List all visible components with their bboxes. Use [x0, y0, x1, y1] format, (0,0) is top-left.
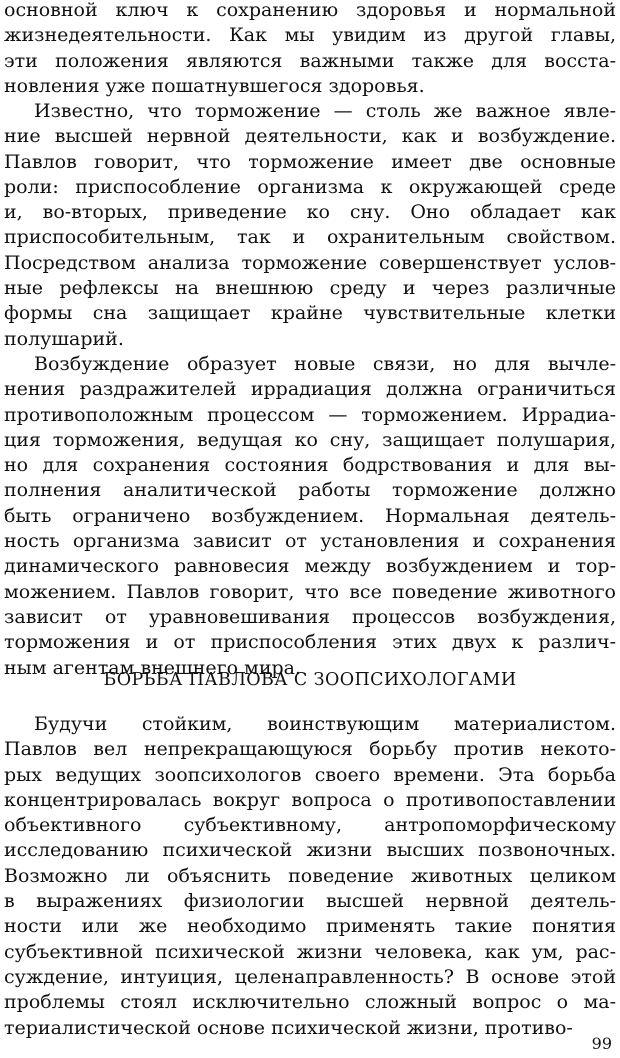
section-heading: БОРЬБА ПАВЛОВА С ЗООПСИХОЛОГАМИ — [103, 670, 517, 690]
text-line: зависит от уравновешивания процессов возбуждения, — [4, 605, 616, 628]
text-line: но для сохранения состояния бодрствования и для вы- — [4, 454, 616, 477]
text-line: формы сна защищает крайне чувствительные клетки — [4, 302, 616, 325]
text-line: концентрировалась вокруг вопроса о противопоставлении — [4, 788, 616, 811]
text-line: ным агентам внешнего мира. — [4, 656, 302, 679]
text-line: ные рефлексы на внешнюю среду и через различные — [4, 277, 616, 300]
text-line: Возможно ли объяснить поведение животных целиком — [4, 864, 616, 887]
text-line: субъективной психической жизни человека, как ум, рас- — [4, 940, 616, 963]
text-line: Известно, что торможение — столь же важное явле- — [34, 100, 616, 122]
text-line: териалистической основе психической жизни, противо- — [4, 1016, 573, 1039]
text-line: проблемы стоял исключительно сложный вопрос о ма- — [4, 991, 616, 1014]
text-line: рых ведущих зоопсихологов своего времени. Эта борьба — [4, 763, 616, 786]
page-number: 99 — [591, 1034, 612, 1053]
text-line: жизнедеятельности. Как мы увидим из другой главы, — [4, 24, 616, 47]
text-line: в выражениях физиологии высшей нервной деятель- — [4, 890, 616, 913]
text-line: ность организма зависит от установления и сохранения — [4, 530, 616, 553]
text-line: новления уже пошатнувшегося здоровья. — [4, 74, 425, 97]
paragraph-zoopsychologists — [4, 712, 616, 1041]
paragraph-inhibition — [4, 99, 616, 352]
text-line: динамического равновесия между возбуждением и тор- — [4, 555, 616, 578]
text-line: Возбуждение образует новые связи, но для вычле- — [34, 353, 616, 375]
text-line: торможения и от приспособления этих двух к различ- — [4, 631, 616, 654]
text-line: Павлов говорит, что торможение имеет две основные — [4, 150, 616, 173]
text-line: ция торможения, ведущая ко сну, защищает полушария, — [4, 428, 616, 451]
text-line: эти положения являются важными также для восста- — [4, 49, 616, 72]
text-line: основной ключ к сохранению здоровья и нормальной — [4, 0, 616, 21]
text-line: нения раздражителей иррадиация должна ограничиться — [4, 378, 616, 401]
paragraph-excitation — [4, 352, 616, 681]
text-line: Павлов вел непрекращающуюся борьбу против некото- — [4, 738, 616, 761]
text-line: роли: приспособление организма к окружающей среде — [4, 175, 616, 198]
text-line: суждение, интуиция, целенаправленность? В основе этой — [4, 965, 616, 988]
text-line: противоположным процессом — торможением. Иррадиа- — [4, 403, 616, 426]
text-line: Будучи стойким, воинствующим материалистом. — [34, 713, 616, 735]
text-line: Посредством анализа торможение совершенствует услов- — [4, 251, 616, 274]
text-line: полушарий. — [4, 327, 124, 350]
text-line: быть ограничено возбуждением. Нормальная деятель- — [4, 504, 616, 527]
text-line: объективного субъективному, антропоморфическому — [4, 814, 616, 837]
paragraph-continued — [4, 0, 616, 99]
text-line: ности или же необходимо применять такие понятия — [4, 915, 616, 938]
text-line: ние высшей нервной деятельности, как и возбуждение. — [4, 125, 616, 148]
text-line: полнения аналитической работы торможение должно — [4, 479, 616, 502]
text-line: исследованию психической жизни высших позвоночных. — [4, 839, 616, 862]
text-line: приспособительным, так и охранительным свойством. — [4, 226, 616, 249]
text-line: и, во-вторых, приведение ко сну. Оно обладает как — [4, 201, 616, 224]
text-line: можением. Павлов говорит, что все поведение животного — [4, 580, 616, 603]
